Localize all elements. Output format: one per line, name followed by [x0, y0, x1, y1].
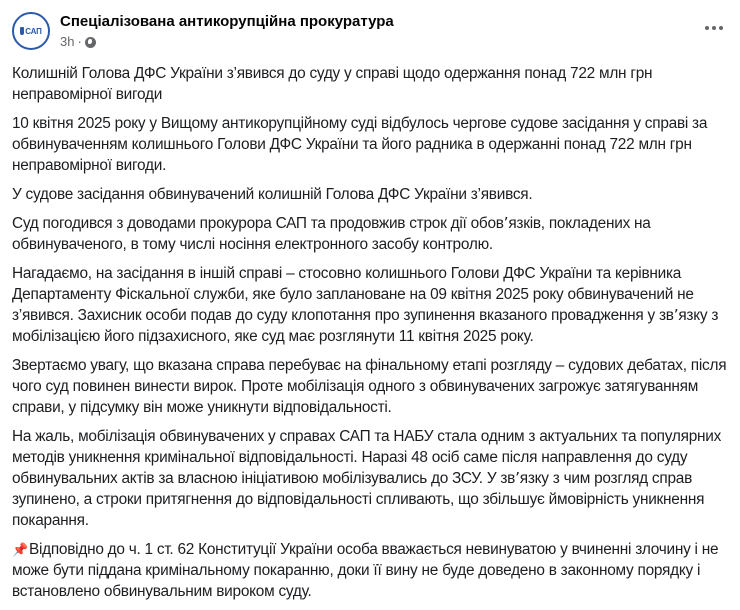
shield-icon	[20, 27, 24, 35]
more-options-icon	[719, 26, 723, 30]
post-meta	[60, 13, 394, 49]
pushpin-icon: 📌	[12, 542, 28, 557]
avatar[interactable]	[12, 12, 50, 50]
avatar-text: САП	[25, 26, 42, 36]
more-options-button[interactable]	[700, 20, 728, 36]
post-header	[12, 10, 394, 52]
page-name-link[interactable]: Спеціалізована антикорупційна прокуратура	[60, 13, 394, 30]
post-subline	[60, 35, 394, 49]
post-paragraph: Звертаємо увагу, що вказана справа перебуває на фінальному етапі розгляду – судових дебатах, після чого суд повинен винести вирок. Проте мобілізація одного з обвинувачених загрожує затягуванням справи, у підсумку він може уникнути відповідальності.	[12, 357, 727, 416]
globe-icon[interactable]	[85, 37, 96, 48]
more-options-icon	[705, 26, 709, 30]
separator: ·	[77, 34, 82, 49]
timestamp-link[interactable]: 3h	[60, 34, 75, 49]
post-body	[12, 63, 732, 610]
post-paragraph: Нагадаємо, на засідання в іншій справі – стосовно колишнього Голови ДФС України та керівника Департаменту Фіскальної служби, яке було заплановане на 09 квітня 2025 року обвинувачений не з’явився. Захисник особи подав до суду клопотання про зупинення вказаного провадження у зв՚язку з мобілізацією його підзахисного, яке суд має розглянути 11 квітня 2025 року.	[12, 265, 719, 345]
post-paragraph: Суд погодився з доводами прокурора САП та продовжив строк дії обов՚язків, покладених на обвинуваченого, в тому числі носіння електронного засобу контролю.	[12, 215, 651, 253]
post-paragraph-title: Колишній Голова ДФС України з’явився до суду у справі щодо одержання понад 722 млн грн неправомірної вигоди	[12, 65, 653, 103]
post-paragraph: 10 квітня 2025 року у Вищому антикорупційному суді відбулось чергове судове засідання у справі за обвинуваченням колишнього Голови ДФС України та його радника в одержанні понад 722 млн грн неправомірної вигоди.	[12, 115, 708, 174]
more-options-icon	[712, 26, 716, 30]
post-paragraph: На жаль, мобілізація обвинувачених у справах САП та НАБУ стала одним з актуальних та популярних методів уникнення кримінальної відповідальності. Наразі 48 осіб саме після направлення до суду обвинувальних актів за власною ініціативою мобілізувались до ЗСУ. У зв՚язку з чим розгляд справ зупинено, а строки притягнення до відповідальності спливають, що збільшує ймовірність уникнення покарання.	[12, 428, 722, 529]
post-paragraph: У судове засідання обвинувачений колишній Голова ДФС України з’явився.	[12, 186, 533, 203]
footnote-text: Відповідно до ч. 1 ст. 62 Конституції України особа вважається невинуватою у вчиненні злочину і не може бути піддана кримінальному покаранню, доки її вину не буде доведено в законному порядку і встановлено обвинувальним вироком суду.	[12, 541, 719, 600]
post-footnote	[12, 539, 732, 602]
